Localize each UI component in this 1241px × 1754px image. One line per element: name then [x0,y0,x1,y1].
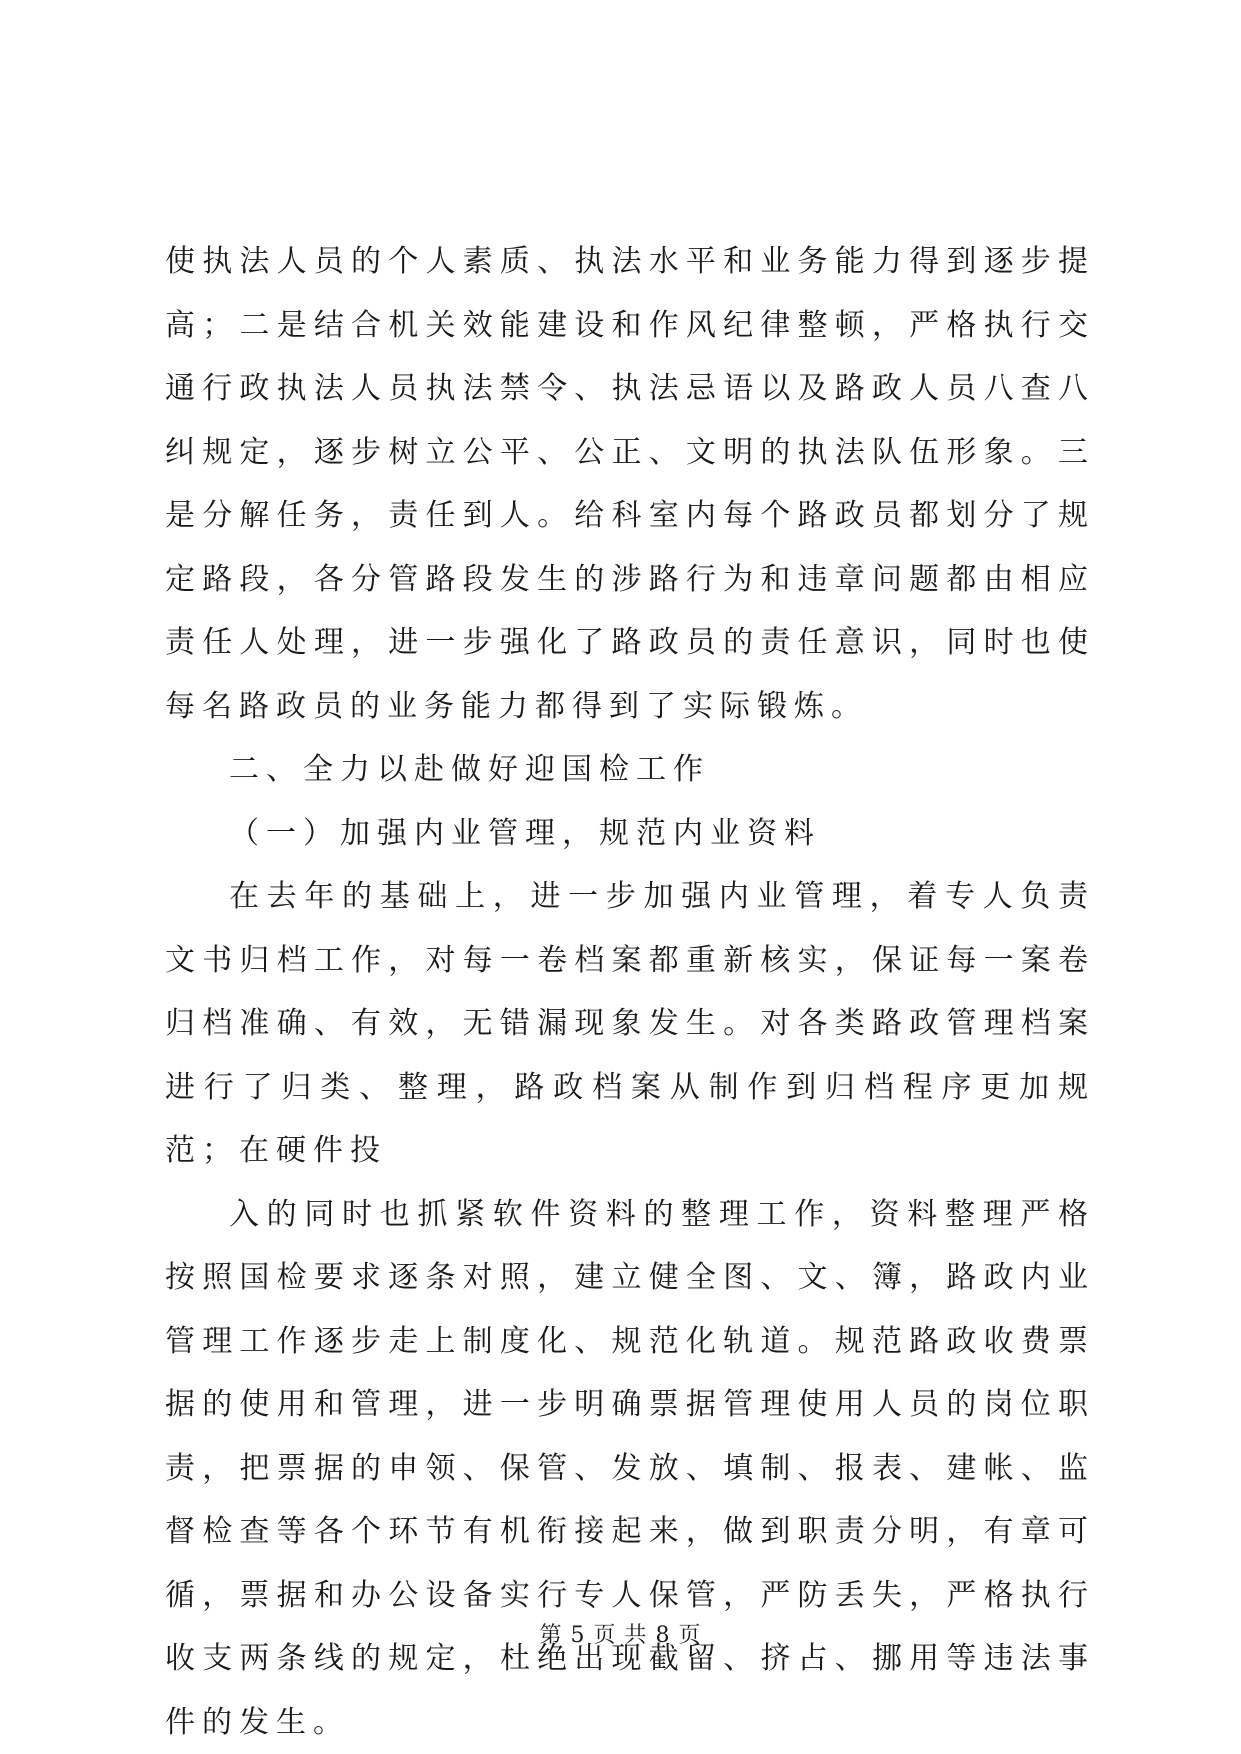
document-body [165,230,1095,1754]
subsection-heading: （一）加强内业管理，规范内业资料 [229,815,821,851]
page-number-footer: 第 5 页 共 8 页 [539,1623,702,1648]
section-heading: 二、全力以赴做好迎国检工作 [229,752,710,787]
body-paragraph: 入的同时也抓紧软件资料的整理工作，资料整理严格按照国检要求逐条对照，建立健全图、文、簿，路政内业管理工作逐步走上制度化、规范化轨道。规范路政收费票据的使用和管理，进一步明确票据管理使用人员的岗位职责，把票据的申领、保管、发放、填制、报表、建帐、监督检查等各个环节有机衔接起来，做到职责分明，有章可循，票据和办公设备实行专人保管，严防丢失，严格执行收支两条线的规定，杜绝出现截留、挤占、挪用等违法事件的发生。 [165,1196,1095,1740]
body-paragraph: 在去年的基础上，进一步加强内业管理，着专人负责文书归档工作，对每一卷档案都重新核实，保证每一案卷归档准确、有效，无错漏现象发生。对各类路政管理档案进行了归类、整理，路政档案从制作到归档程序更加规范；在硬件投 [165,879,1095,1168]
body-paragraph: 使执法人员的个人素质、执法水平和业务能力得到逐步提高；二是结合机关效能建设和作风纪律整顿，严格执行交通行政执法人员执法禁令、执法忌语以及路政人员八查八纠规定，逐步树立公平、公正、文明的执法队伍形象。三是分解任务，责任到人。给科室内每个路政员都划分了规定路段，各分管路段发生的涉路行为和违章问题都由相应责任人处理，进一步强化了路政员的责任意识，同时也使每名路政员的业务能力都得到了实际锻炼。 [165,244,1095,724]
